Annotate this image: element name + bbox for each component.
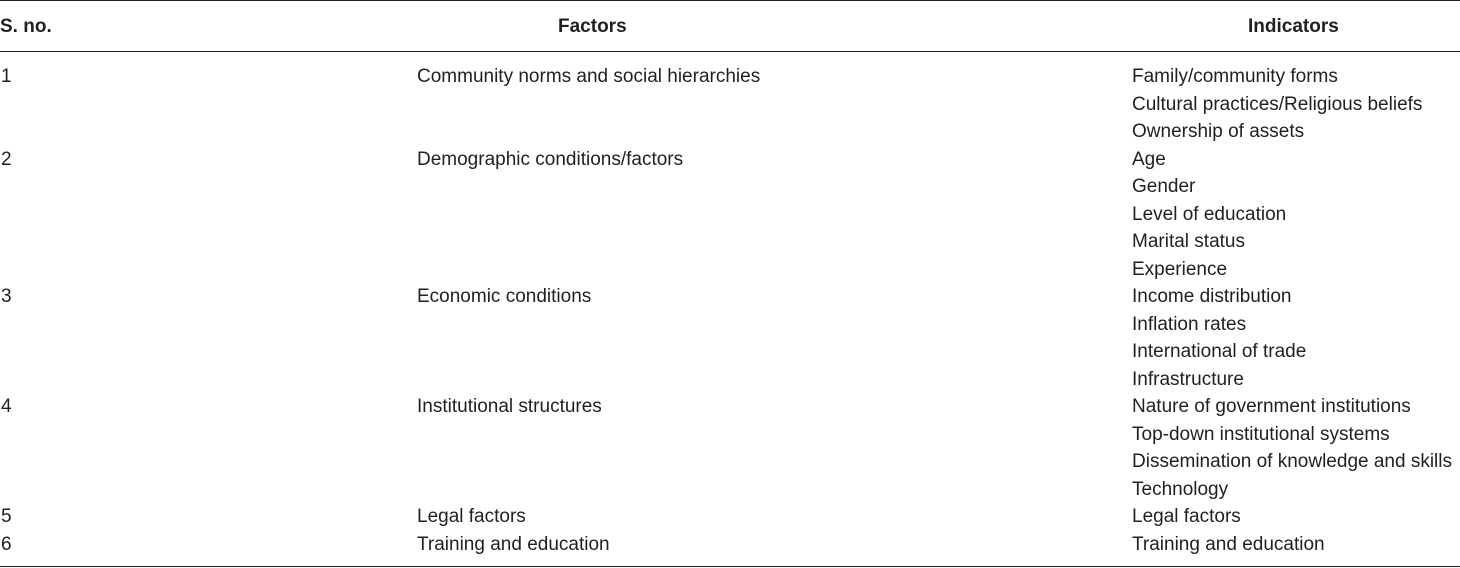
table-row bbox=[0, 393, 1460, 503]
indicator-item: Cultural practices/Religious beliefs bbox=[1132, 93, 1423, 115]
row-factor: Training and education bbox=[417, 533, 610, 555]
header-factors: Factors bbox=[558, 16, 627, 37]
indicator-item: Gender bbox=[1132, 176, 1196, 197]
header-indicators: Indicators bbox=[1248, 16, 1339, 37]
indicator-item: Infrastructure bbox=[1132, 368, 1244, 390]
indicator-item: Inflation rates bbox=[1132, 313, 1247, 335]
row-indicators bbox=[1132, 393, 1460, 503]
row-factor: Community norms and social hierarchies bbox=[417, 66, 761, 87]
indicator-item: Income distribution bbox=[1132, 286, 1292, 307]
indicator-item: Legal factors bbox=[1132, 506, 1241, 527]
table-row bbox=[0, 503, 1460, 531]
row-factor: Economic conditions bbox=[417, 286, 592, 307]
indicator-item: Dissemination of knowledge and skills bbox=[1132, 451, 1452, 472]
table-row bbox=[0, 63, 1460, 146]
indicator-item: Family/community forms bbox=[1132, 66, 1338, 87]
table-row bbox=[0, 283, 1460, 393]
indicator-item: Ownership of assets bbox=[1132, 121, 1305, 142]
row-factor: Demographic conditions/factors bbox=[417, 148, 684, 170]
row-indicators bbox=[1132, 531, 1460, 559]
row-factor: Institutional structures bbox=[417, 396, 602, 417]
row-indicators bbox=[1132, 146, 1460, 284]
row-indicators bbox=[1132, 63, 1460, 146]
indicator-item: Nature of government institutions bbox=[1132, 396, 1411, 417]
header-sno: S. no. bbox=[0, 16, 52, 37]
table-row bbox=[0, 531, 1460, 559]
header-rule bbox=[0, 51, 1460, 52]
row-sno: 3 bbox=[1, 286, 12, 307]
row-indicators bbox=[1132, 503, 1460, 531]
row-sno: 4 bbox=[1, 396, 12, 417]
indicator-item: Age bbox=[1132, 148, 1166, 170]
indicator-item: Top-down institutional systems bbox=[1132, 423, 1390, 445]
table-body bbox=[0, 63, 1460, 558]
indicator-item: Marital status bbox=[1132, 231, 1245, 252]
row-sno: 2 bbox=[1, 148, 12, 170]
table-bottom-rule bbox=[0, 566, 1460, 567]
row-factor: Legal factors bbox=[417, 506, 526, 527]
table-row bbox=[0, 146, 1460, 284]
table-header bbox=[0, 14, 1460, 40]
indicator-item: Level of education bbox=[1132, 203, 1287, 225]
row-sno: 6 bbox=[1, 533, 12, 555]
indicator-item: Technology bbox=[1132, 478, 1229, 500]
table-top-rule bbox=[0, 0, 1460, 1]
row-indicators bbox=[1132, 283, 1460, 393]
row-sno: 1 bbox=[1, 66, 12, 87]
row-sno: 5 bbox=[1, 506, 12, 527]
indicator-item: Training and education bbox=[1132, 533, 1325, 555]
indicator-item: International of trade bbox=[1132, 341, 1307, 362]
indicator-item: Experience bbox=[1132, 258, 1228, 280]
